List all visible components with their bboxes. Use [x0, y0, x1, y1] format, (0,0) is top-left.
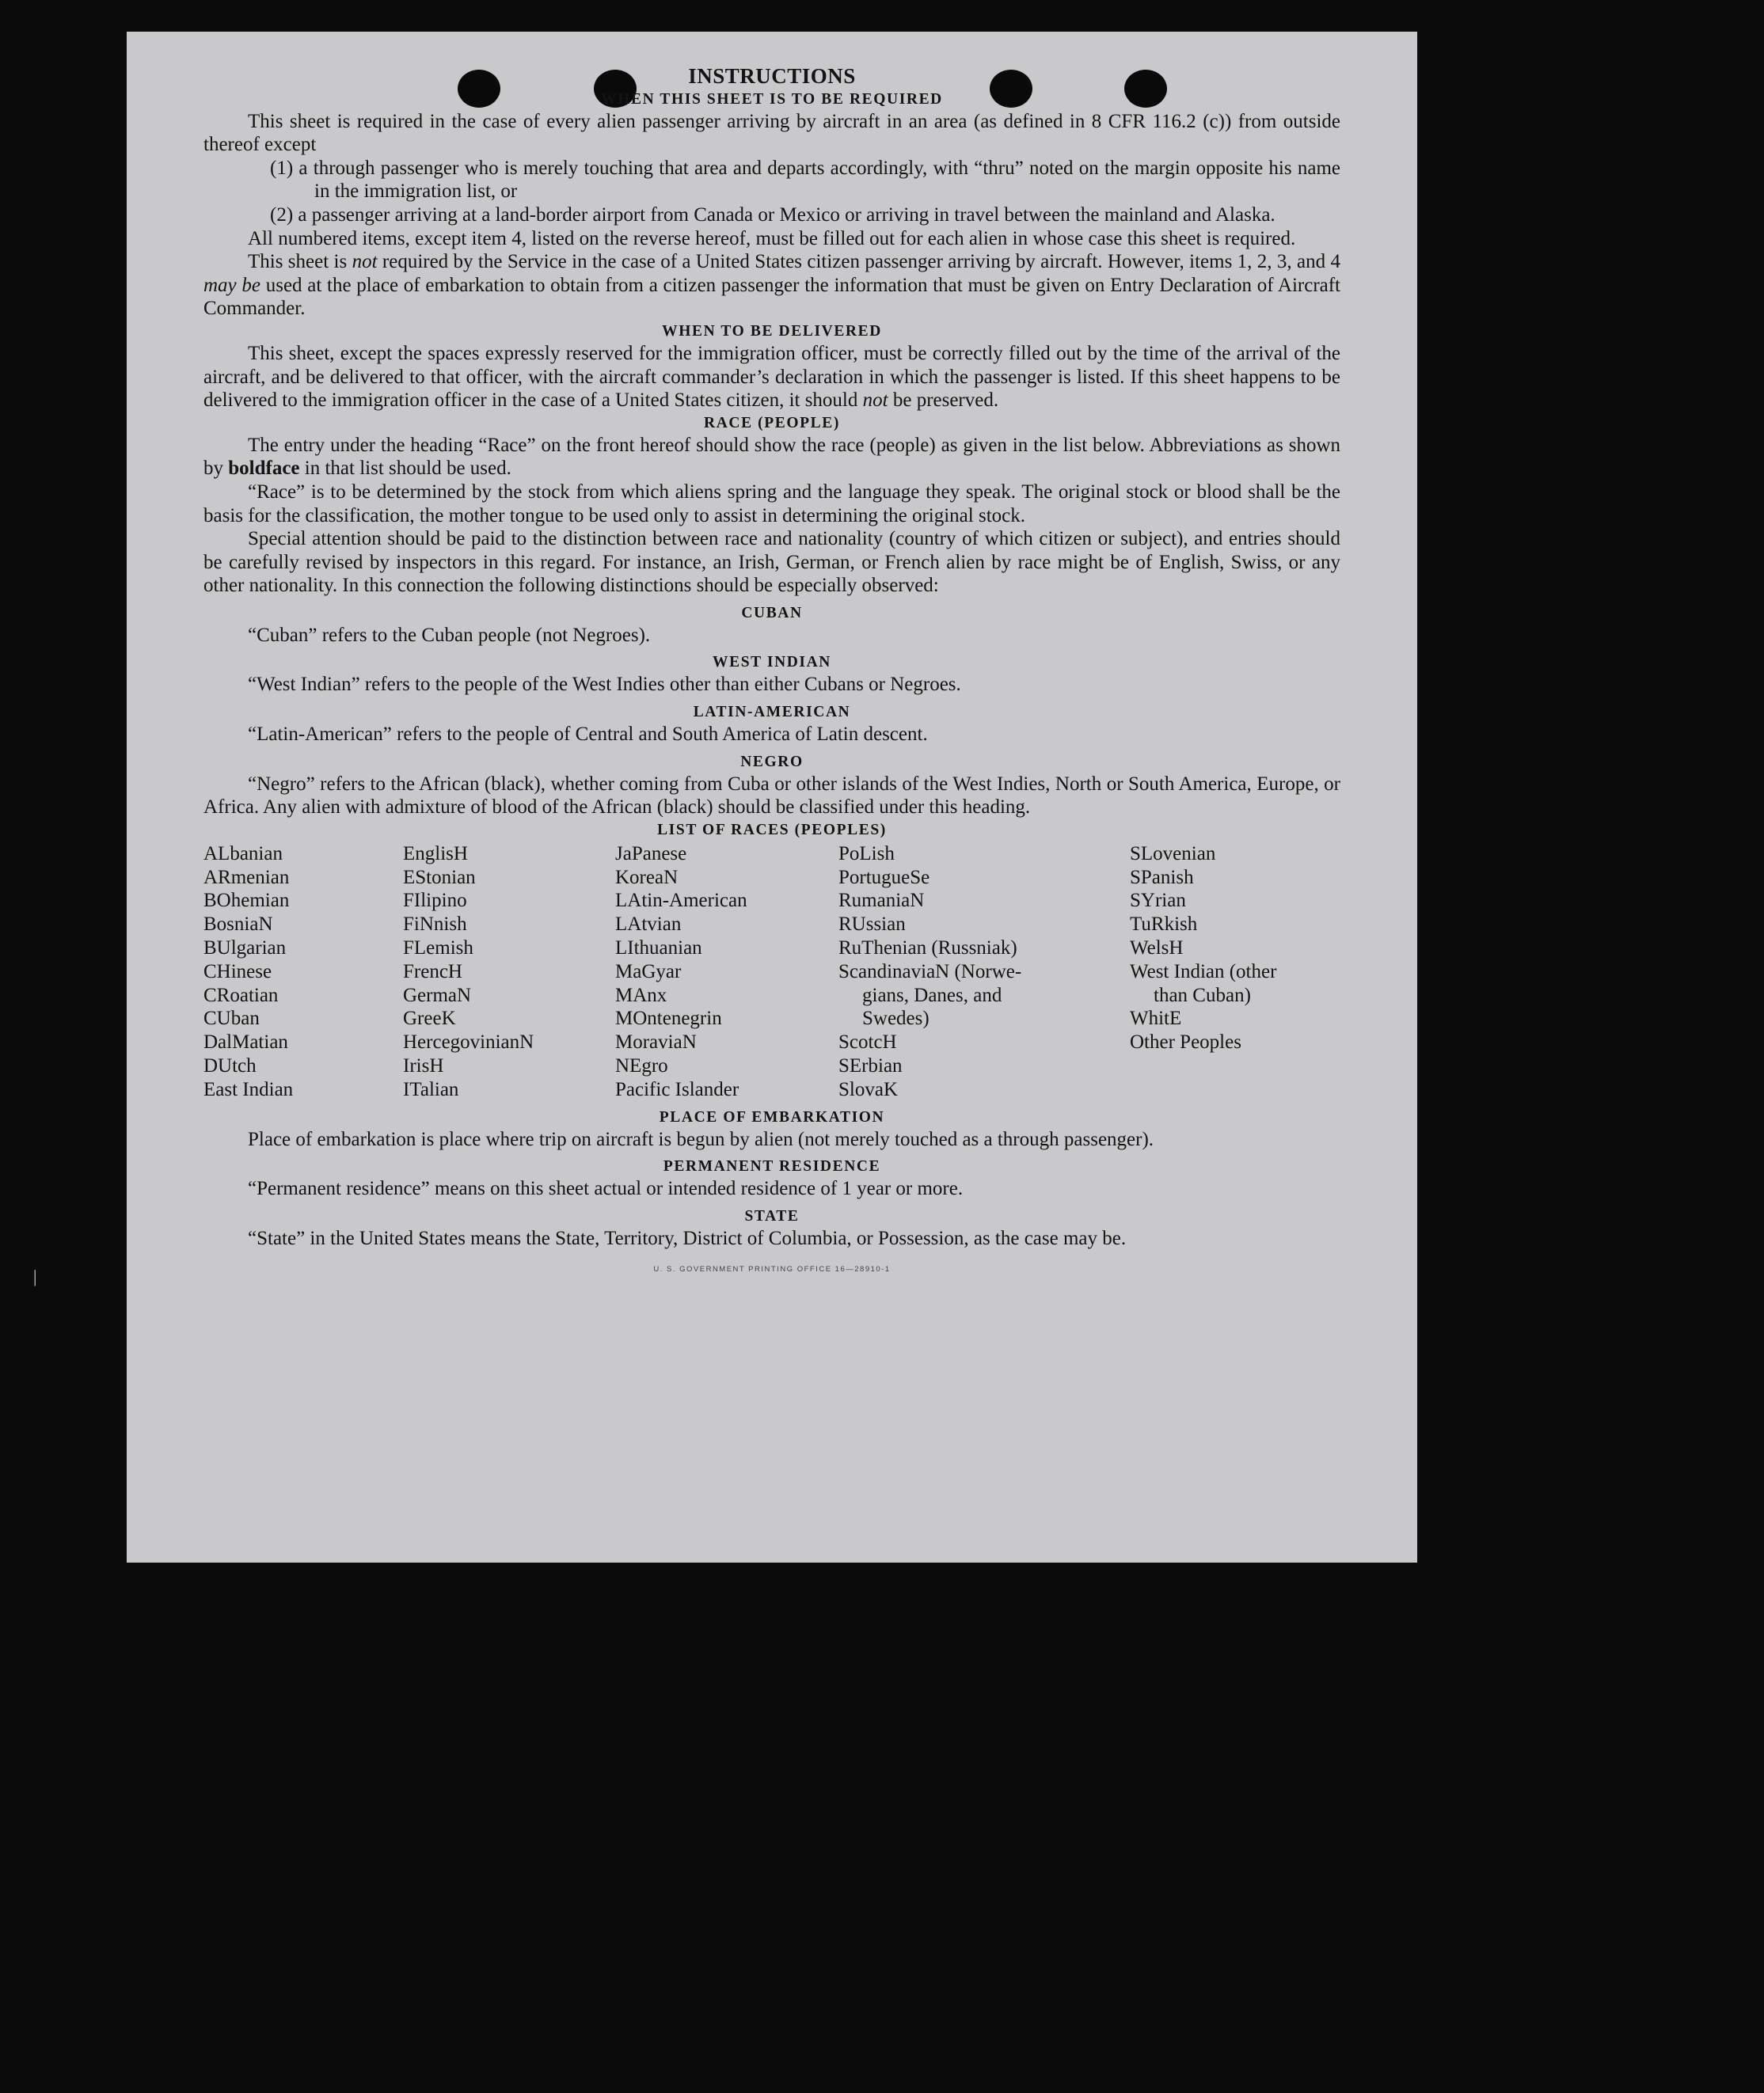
race-entry: ALbanian: [203, 842, 283, 864]
paragraph-race-entry: The entry under the heading “Race” on the front hereof should show the race (people) as given in the list below. Abbreviations as shown by boldface in that list should be used.: [203, 434, 1340, 480]
race-entry: LAtin-American: [615, 890, 747, 912]
race-entry: SErbian: [838, 1055, 903, 1077]
paragraph-race-stock: “Race” is to be determined by the stock from which aliens spring and the language they speak. The original stock or blood shall be the basis for the classification, the mother tongue to be used only to assist in determining the original stock.: [203, 481, 1340, 526]
paragraph-negro: “Negro” refers to the African (black), whether coming from Cuba or other islands of the West Indies, North or South America, Europe, or Africa. Any alien with admixture of blood of the African (black) should be classified under this heading.: [203, 773, 1340, 819]
paragraph-state: “State” in the United States means the State, Territory, District of Columbia, or Possession, as the case may be.: [248, 1227, 1127, 1249]
heading-race: RACE (PEOPLE): [704, 414, 840, 431]
race-entry: ScandinaviaN (Norwe-: [838, 960, 1022, 982]
race-entry: FIlipino: [403, 890, 467, 912]
race-entry: CHinese: [203, 960, 272, 982]
race-entry: GermaN: [403, 984, 472, 1006]
document-sheet: [127, 32, 1417, 1563]
printer-imprint: U. S. GOVERNMENT PRINTING OFFICE 16—28910-1: [653, 1265, 891, 1274]
paragraph-latin-american: “Latin-American” refers to the people of Central and South America of Latin descent.: [248, 724, 928, 746]
race-entry: MOntenegrin: [615, 1008, 722, 1030]
paragraph-delivery: This sheet, except the spaces expressly reserved for the immigration officer, must be correctly filled out by the time of the arrival of the aircraft, and be delivered to that officer, with the aircraft commander’s declaration in which the passenger is listed. If this sheet happens to be delivered to the immigration officer in the case of a United States citizen, it should not be preserved.: [203, 342, 1340, 412]
paragraph-race-nationality: Special attention should be paid to the distinction between race and nationality (country of which citizen or subject), and entries should be carefully revised by inspectors in this regard. For instance, an Irish, German, or French alien by race might be of English, Swiss, or any other nationality. In this connection the following distinctions should be especially observed:: [203, 528, 1340, 597]
paragraph-citizen: This sheet is not required by the Service in the case of a United States citizen passenger arriving by aircraft. However, items 1, 2, 3, and 4 may be used at the place of embarkation to obtain from a citizen passenger the information that must be given on Entry Declaration of Aircraft Commander.: [203, 251, 1341, 320]
race-entry: CRoatian: [203, 984, 279, 1006]
race-entry: FrencH: [403, 960, 462, 982]
race-entry: FiNnish: [403, 914, 467, 936]
paragraph-cuban: “Cuban” refers to the Cuban people (not Negroes).: [248, 624, 651, 646]
heading-when-delivered: WHEN TO BE DELIVERED: [662, 322, 882, 340]
races-column-5: [1130, 842, 1340, 1102]
races-column-3: [615, 842, 838, 1102]
heading-negro: NEGRO: [740, 753, 804, 770]
race-entry: MaGyar: [615, 960, 682, 982]
race-entry: GreeK: [403, 1008, 456, 1030]
heading-state: STATE: [744, 1207, 800, 1225]
scan-speck: |: [33, 1267, 37, 1286]
race-entry: HercegovinianN: [403, 1031, 534, 1054]
exception-item-1: (1) a through passenger who is merely touching that area and departs accordingly, with “thru” noted on the margin opposite his name in the immigration list, or: [270, 157, 1340, 203]
race-entry: IrisH: [403, 1055, 444, 1077]
race-entry: RumaniaN: [838, 890, 925, 912]
race-entry: PortugueSe: [838, 866, 930, 888]
race-entry: RUssian: [838, 914, 906, 936]
paragraph-west-indian: “West Indian” refers to the people of the West Indies other than either Cubans or Negroes.: [248, 674, 961, 696]
race-entry: than Cuban): [1154, 984, 1251, 1006]
race-entry: DUtch: [203, 1055, 257, 1077]
heading-latin-american: LATIN-AMERICAN: [693, 704, 851, 721]
race-entry: RuThenian (Russniak): [838, 937, 1017, 959]
race-entry: FLemish: [403, 937, 473, 959]
race-entry: PoLish: [838, 842, 895, 864]
race-entry: EnglisH: [403, 842, 468, 864]
heading-embarkation: PLACE OF EMBARKATION: [659, 1108, 885, 1126]
race-entry: East Indian: [203, 1078, 294, 1100]
race-entry: SYrian: [1130, 890, 1186, 912]
exception-item-2: (2) a passenger arriving at a land-border airport from Canada or Mexico or arriving in travel between the mainland and Alaska.: [270, 203, 1275, 226]
races-column-2: [403, 842, 615, 1102]
race-entry: JaPanese: [615, 842, 687, 864]
race-entry: SPanish: [1130, 866, 1194, 888]
race-entry: BUlgarian: [203, 937, 287, 959]
race-entry: BosniaN: [203, 914, 273, 936]
race-entry: CUban: [203, 1008, 260, 1030]
race-entry: gians, Danes, and: [862, 984, 1002, 1006]
race-entry: Swedes): [862, 1008, 930, 1030]
race-entry: WhitE: [1130, 1008, 1182, 1030]
heading-west-indian: WEST INDIAN: [713, 654, 831, 671]
race-entry: ARmenian: [203, 866, 290, 888]
race-entry: EStonian: [403, 866, 476, 888]
race-entry: WelsH: [1130, 937, 1184, 959]
instructions-body: [203, 65, 1340, 1282]
paragraph-numbered-items: All numbered items, except item 4, listed on the reverse hereof, must be filled out for each alien in whose case this sheet is required.: [248, 227, 1296, 249]
races-column-1: [203, 842, 403, 1102]
race-entry: Other Peoples: [1130, 1031, 1241, 1054]
race-entry: BOhemian: [203, 890, 290, 912]
race-entry: West Indian (other: [1130, 960, 1277, 982]
race-entry: TuRkish: [1130, 914, 1198, 936]
race-entry: SlovaK: [838, 1078, 898, 1100]
race-entry: MAnx: [615, 984, 667, 1006]
paragraph-permanent-residence: “Permanent residence” means on this sheet actual or intended residence of 1 year or more.: [248, 1178, 964, 1200]
paragraph-embarkation: Place of embarkation is place where trip on aircraft is begun by alien (not merely touched as a through passenger).: [248, 1128, 1154, 1150]
heading-when-required: WHEN THIS SHEET IS TO BE REQUIRED: [601, 90, 943, 108]
races-column-4: [838, 842, 1130, 1102]
race-entry: ITalian: [403, 1078, 459, 1100]
page-title: INSTRUCTIONS: [688, 64, 856, 88]
races-list: [203, 842, 1340, 1102]
race-entry: LAtvian: [615, 914, 682, 936]
race-entry: Pacific Islander: [615, 1078, 739, 1100]
race-entry: LIthuanian: [615, 937, 702, 959]
race-entry: KoreaN: [615, 866, 679, 888]
race-entry: NEgro: [615, 1055, 668, 1077]
heading-list-of-races: LIST OF RACES (PEOPLES): [657, 821, 887, 838]
race-entry: ScotcH: [838, 1031, 897, 1054]
race-entry: SLovenian: [1130, 842, 1216, 864]
heading-permanent-residence: PERMANENT RESIDENCE: [663, 1158, 881, 1176]
heading-cuban: CUBAN: [741, 604, 803, 621]
race-entry: MoraviaN: [615, 1031, 697, 1054]
paragraph-required-intro: This sheet is required in the case of every alien passenger arriving by aircraft in an area (as defined in 8 CFR 116.2 (c)) from outside thereof except: [203, 110, 1340, 156]
race-entry: DalMatian: [203, 1031, 288, 1054]
